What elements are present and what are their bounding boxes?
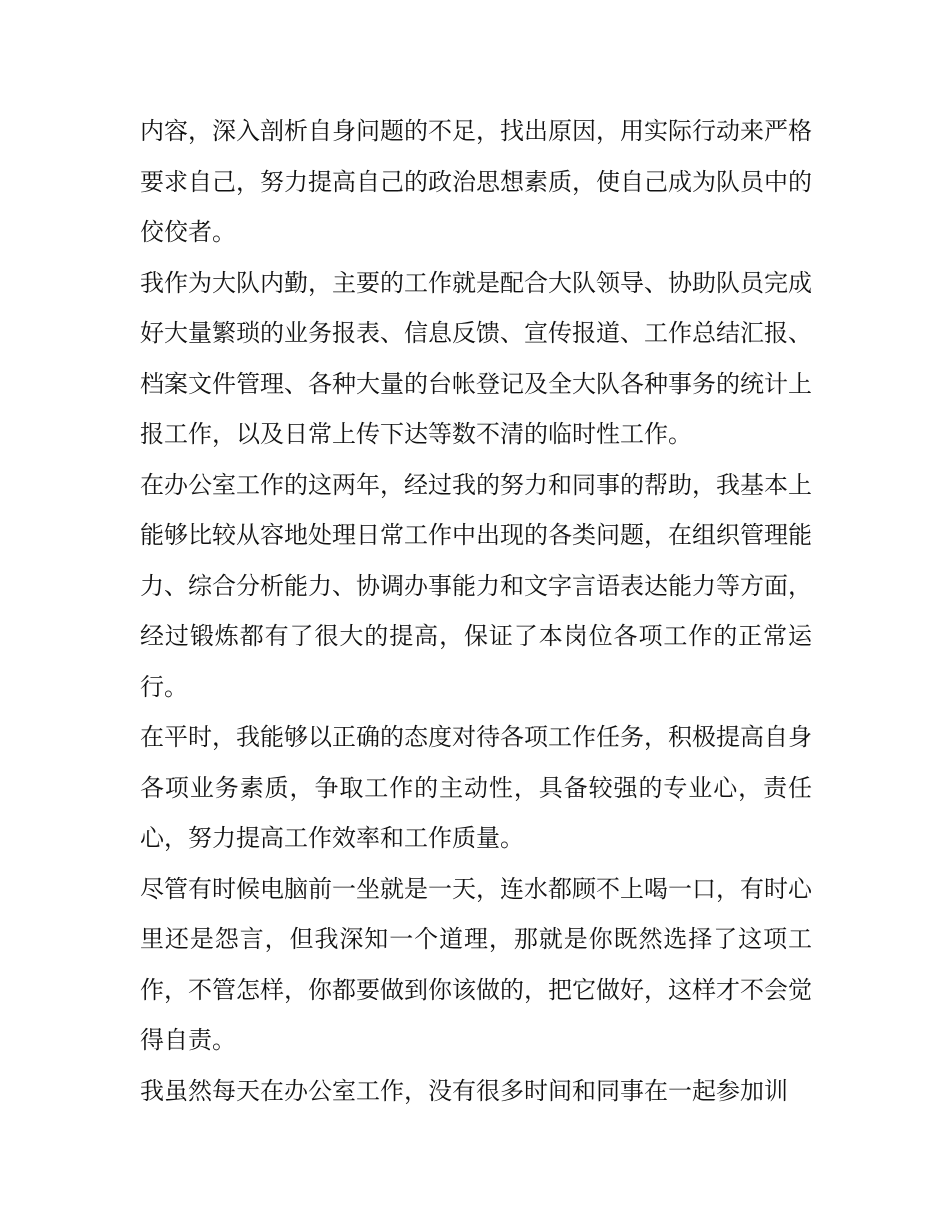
paragraph: 在办公室工作的这两年，经过我的努力和同事的帮助，我基本上能够比较从容地处理日常工作中出现的各类问题，在组织管理能力、综合分析能力、协调办事能力和文字言语表达能力等方面，经过锻炼都有了很大的提高，保证了本岗位各项工作的正常运行。 [140, 470, 812, 701]
document-body [140, 106, 812, 1116]
paragraph: 我作为大队内勤，主要的工作就是配合大队领导、协助队员完成好大量繁琐的业务报表、信息反馈、宣传报道、工作总结汇报、档案文件管理、各种大量的台帐登记及全大队各种事务的统计上报工作，以及日常上传下达等数不清的临时性工作。 [140, 268, 812, 448]
paragraph: 内容，深入剖析自身问题的不足，找出原因，用实际行动来严格要求自己，努力提高自己的政治思想素质，使自己成为队员中的佼佼者。 [140, 117, 812, 246]
paragraph: 尽管有时候电脑前一坐就是一天，连水都顾不上喝一口，有时心里还是怨言，但我深知一个道理，那就是你既然选择了这项工作，不管怎样，你都要做到你该做的，把它做好，这样才不会觉得自责。 [140, 874, 812, 1054]
paragraph: 我虽然每天在办公室工作，没有很多时间和同事在一起参加训 [140, 1076, 788, 1105]
paragraph: 在平时，我能够以正确的态度对待各项工作任务，积极提高自身各项业务素质，争取工作的主动性，具备较强的专业心，责任心，努力提高工作效率和工作质量。 [140, 723, 812, 852]
